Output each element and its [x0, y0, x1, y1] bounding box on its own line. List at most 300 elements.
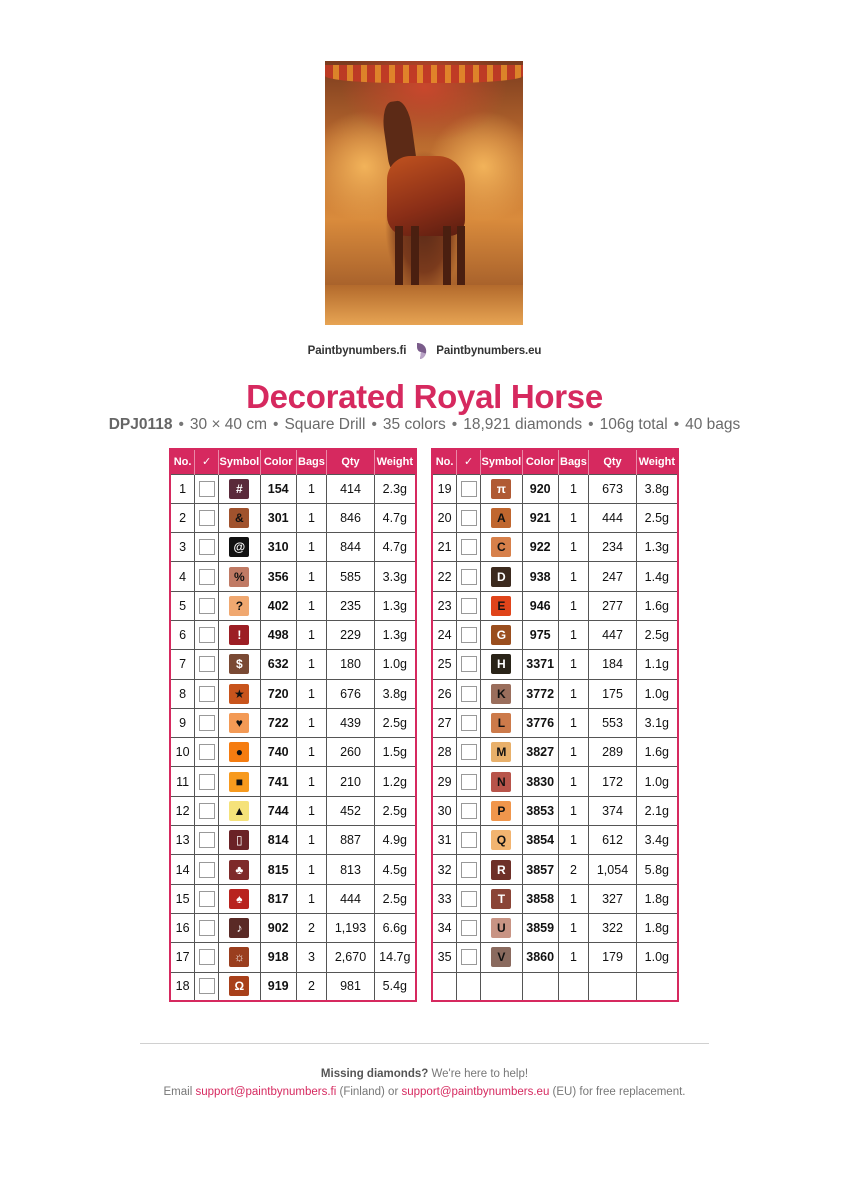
row-number: 9 [170, 708, 195, 737]
bag-count: 1 [296, 591, 327, 620]
color-symbol-icon: ▲ [229, 801, 249, 821]
meta-separator: • [451, 416, 458, 433]
bag-count: 1 [296, 474, 327, 503]
product-drill: Square Drill [284, 416, 366, 433]
color-code: 3830 [522, 767, 558, 796]
color-code: 3776 [522, 708, 558, 737]
table-row [432, 855, 678, 884]
color-symbol-icon: % [229, 567, 249, 587]
check-cell [457, 650, 481, 679]
row-number: 6 [170, 620, 195, 649]
bag-count: 1 [558, 591, 589, 620]
color-symbol-icon: ☼ [229, 947, 249, 967]
quantity: 447 [589, 620, 636, 649]
table-row [432, 708, 678, 737]
color-symbol-icon: D [491, 567, 511, 587]
symbol-cell [480, 855, 522, 884]
color-symbol-icon: ♪ [229, 918, 249, 938]
color-symbol-icon: T [491, 889, 511, 909]
color-code: 938 [522, 562, 558, 591]
weight: 1.2g [374, 767, 416, 796]
checkbox[interactable] [199, 481, 215, 497]
product-weight: 106g total [599, 416, 668, 433]
color-code: 975 [522, 620, 558, 649]
symbol-cell [218, 913, 260, 942]
table-row [432, 562, 678, 591]
quantity: 444 [589, 503, 636, 532]
weight: 5.8g [636, 855, 678, 884]
check-cell [457, 738, 481, 767]
quantity: 234 [589, 533, 636, 562]
bag-count: 1 [558, 943, 589, 972]
checkbox[interactable] [199, 949, 215, 965]
row-number: 21 [432, 533, 457, 562]
product-bags: 40 bags [685, 416, 741, 433]
quantity: 1,193 [327, 913, 374, 942]
color-code: 3858 [522, 884, 558, 913]
table-row [432, 767, 678, 796]
footer-email-prefix: Email [163, 1086, 193, 1098]
table-row [170, 913, 416, 942]
header-check: ✓ [457, 449, 481, 474]
checkbox[interactable] [461, 832, 477, 848]
checkbox[interactable] [199, 656, 215, 672]
checkbox[interactable] [461, 949, 477, 965]
brand-logo-icon [414, 342, 428, 360]
color-code: 356 [260, 562, 296, 591]
check-cell [195, 738, 219, 767]
color-code: 3772 [522, 679, 558, 708]
bag-count: 1 [558, 620, 589, 649]
checkbox[interactable] [199, 715, 215, 731]
table-row [432, 884, 678, 913]
symbol-cell [218, 620, 260, 649]
checkbox[interactable] [461, 744, 477, 760]
bag-count: 2 [296, 913, 327, 942]
color-code: 920 [522, 474, 558, 503]
symbol-cell [218, 738, 260, 767]
product-meta [0, 416, 849, 434]
row-number: 20 [432, 503, 457, 532]
check-cell [195, 943, 219, 972]
bag-count: 1 [558, 474, 589, 503]
header-symbol: Symbol [480, 449, 522, 474]
color-code: 814 [260, 826, 296, 855]
color-code: 817 [260, 884, 296, 913]
checkbox[interactable] [461, 539, 477, 555]
row-number: 8 [170, 679, 195, 708]
quantity: 2,670 [327, 943, 374, 972]
checkbox[interactable] [461, 920, 477, 936]
color-symbol-icon: P [491, 801, 511, 821]
row-number: 13 [170, 826, 195, 855]
color-symbol-icon: & [229, 508, 249, 528]
color-symbol-icon: ? [229, 596, 249, 616]
row-number: 34 [432, 913, 457, 942]
quantity: 439 [327, 708, 374, 737]
artwork-preview-image [325, 61, 523, 325]
weight: 3.8g [374, 679, 416, 708]
quantity: 676 [327, 679, 374, 708]
symbol-cell [218, 796, 260, 825]
checkbox[interactable] [199, 510, 215, 526]
weight: 3.8g [636, 474, 678, 503]
quantity: 172 [589, 767, 636, 796]
footer-help-line [0, 1068, 849, 1080]
weight: 1.3g [374, 620, 416, 649]
table-row [170, 972, 416, 1001]
brand-row [0, 341, 849, 361]
bag-count: 1 [296, 796, 327, 825]
quantity: 553 [589, 708, 636, 737]
weight: 2.5g [636, 503, 678, 532]
checkbox[interactable] [199, 598, 215, 614]
checkbox[interactable] [199, 686, 215, 702]
check-cell [457, 913, 481, 942]
weight: 2.3g [374, 474, 416, 503]
row-number: 31 [432, 826, 457, 855]
table-row [432, 620, 678, 649]
weight: 1.6g [636, 738, 678, 767]
bag-count: 1 [296, 738, 327, 767]
check-cell [195, 913, 219, 942]
table-row [432, 591, 678, 620]
symbol-cell [218, 826, 260, 855]
symbol-cell [480, 679, 522, 708]
check-cell [457, 855, 481, 884]
table-row [432, 738, 678, 767]
table-row [432, 972, 678, 1001]
checkbox[interactable] [461, 569, 477, 585]
weight: 4.7g [374, 503, 416, 532]
symbol-cell [480, 503, 522, 532]
color-legend-table-left [169, 448, 417, 1002]
table-row [170, 826, 416, 855]
color-symbol-icon: @ [229, 537, 249, 557]
checkbox[interactable] [199, 920, 215, 936]
empty-cell [457, 972, 481, 1001]
symbol-cell [480, 562, 522, 591]
quantity: 327 [589, 884, 636, 913]
quantity: 673 [589, 474, 636, 503]
check-cell [195, 650, 219, 679]
check-cell [457, 679, 481, 708]
check-cell [195, 620, 219, 649]
symbol-cell [218, 533, 260, 562]
check-cell [195, 826, 219, 855]
color-symbol-icon: ! [229, 625, 249, 645]
symbol-cell [218, 884, 260, 913]
weight: 3.1g [636, 708, 678, 737]
color-symbol-icon: ■ [229, 772, 249, 792]
quantity: 210 [327, 767, 374, 796]
row-number: 30 [432, 796, 457, 825]
quantity: 184 [589, 650, 636, 679]
bag-count: 1 [296, 708, 327, 737]
check-cell [457, 503, 481, 532]
color-code: 498 [260, 620, 296, 649]
bag-count: 1 [296, 767, 327, 796]
table-row [170, 679, 416, 708]
check-cell [195, 708, 219, 737]
check-cell [457, 884, 481, 913]
table-row [170, 620, 416, 649]
email-link-fi[interactable]: support@paintbynumbers.fi [195, 1086, 337, 1098]
header-qty: Qty [327, 449, 374, 474]
check-cell [457, 767, 481, 796]
check-cell [195, 855, 219, 884]
check-cell [457, 533, 481, 562]
empty-cell [522, 972, 558, 1001]
header-qty: Qty [589, 449, 636, 474]
header-symbol: Symbol [218, 449, 260, 474]
color-symbol-icon: $ [229, 654, 249, 674]
color-code: 815 [260, 855, 296, 884]
quantity: 444 [327, 884, 374, 913]
weight: 1.4g [636, 562, 678, 591]
brand-eu: Paintbynumbers.eu [436, 345, 542, 357]
color-symbol-icon: E [491, 596, 511, 616]
quantity: 260 [327, 738, 374, 767]
color-code: 3860 [522, 943, 558, 972]
quantity: 229 [327, 620, 374, 649]
symbol-cell [480, 796, 522, 825]
quantity: 887 [327, 826, 374, 855]
header-check: ✓ [195, 449, 219, 474]
row-number: 14 [170, 855, 195, 884]
quantity: 374 [589, 796, 636, 825]
checkbox[interactable] [199, 803, 215, 819]
color-legend-table-right [431, 448, 679, 1002]
email-link-eu[interactable]: support@paintbynumbers.eu [401, 1086, 550, 1098]
bag-count: 1 [558, 767, 589, 796]
header-color: Color [522, 449, 558, 474]
symbol-cell [480, 884, 522, 913]
bag-count: 1 [558, 826, 589, 855]
table-row [432, 913, 678, 942]
weight: 2.5g [374, 796, 416, 825]
checkbox[interactable] [461, 715, 477, 731]
table-row [170, 562, 416, 591]
symbol-cell [480, 826, 522, 855]
checkbox[interactable] [461, 891, 477, 907]
table-row [432, 650, 678, 679]
color-symbol-icon: ♣ [229, 860, 249, 880]
color-code: 3827 [522, 738, 558, 767]
checkbox[interactable] [199, 891, 215, 907]
header-color: Color [260, 449, 296, 474]
weight: 14.7g [374, 943, 416, 972]
symbol-cell [480, 474, 522, 503]
color-code: 902 [260, 913, 296, 942]
color-code: 301 [260, 503, 296, 532]
checkbox[interactable] [461, 656, 477, 672]
checkbox[interactable] [199, 627, 215, 643]
row-number: 16 [170, 913, 195, 942]
quantity: 1,054 [589, 855, 636, 884]
bag-count: 1 [296, 650, 327, 679]
weight: 2.5g [374, 708, 416, 737]
check-cell [195, 972, 219, 1001]
checkbox[interactable] [461, 686, 477, 702]
color-symbol-icon: Ω [229, 976, 249, 996]
bag-count: 1 [558, 913, 589, 942]
bag-count: 1 [296, 533, 327, 562]
color-code: 722 [260, 708, 296, 737]
bag-count: 1 [296, 826, 327, 855]
quantity: 235 [327, 591, 374, 620]
checkbox[interactable] [199, 539, 215, 555]
quantity: 844 [327, 533, 374, 562]
color-code: 3853 [522, 796, 558, 825]
checkbox[interactable] [461, 774, 477, 790]
color-code: 918 [260, 943, 296, 972]
weight: 2.1g [636, 796, 678, 825]
meta-separator: • [273, 416, 279, 433]
header-weight: Weight [636, 449, 678, 474]
check-cell [457, 474, 481, 503]
quantity: 612 [589, 826, 636, 855]
symbol-cell [218, 708, 260, 737]
symbol-cell [218, 943, 260, 972]
header-bags: Bags [558, 449, 589, 474]
color-symbol-icon: ♠ [229, 889, 249, 909]
weight: 1.8g [636, 913, 678, 942]
quantity: 277 [589, 591, 636, 620]
check-cell [195, 796, 219, 825]
row-number: 10 [170, 738, 195, 767]
row-number: 25 [432, 650, 457, 679]
bag-count: 3 [296, 943, 327, 972]
color-symbol-icon: ● [229, 742, 249, 762]
checkbox[interactable] [461, 803, 477, 819]
check-cell [457, 943, 481, 972]
symbol-cell [218, 855, 260, 884]
checkbox[interactable] [199, 744, 215, 760]
page-title: Decorated Royal Horse [246, 378, 603, 415]
weight: 1.6g [636, 591, 678, 620]
checkbox[interactable] [199, 569, 215, 585]
color-code: 744 [260, 796, 296, 825]
color-symbol-icon: H [491, 654, 511, 674]
weight: 6.6g [374, 913, 416, 942]
empty-cell [558, 972, 589, 1001]
color-symbol-icon: A [491, 508, 511, 528]
color-code: 922 [522, 533, 558, 562]
quantity: 452 [327, 796, 374, 825]
meta-separator: • [371, 416, 377, 433]
checkbox[interactable] [199, 978, 215, 994]
quantity: 175 [589, 679, 636, 708]
symbol-cell [480, 620, 522, 649]
brand-fi: Paintbynumbers.fi [307, 345, 407, 357]
footer-email-line [0, 1086, 849, 1098]
product-size: 30 × 40 cm [189, 416, 268, 433]
empty-cell [480, 972, 522, 1001]
bag-count: 2 [558, 855, 589, 884]
row-number: 12 [170, 796, 195, 825]
bag-count: 1 [558, 708, 589, 737]
row-number: 1 [170, 474, 195, 503]
row-number: 24 [432, 620, 457, 649]
check-cell [195, 474, 219, 503]
footer-eu-note: (EU) for free replacement. [552, 1086, 686, 1098]
weight: 1.1g [636, 650, 678, 679]
quantity: 180 [327, 650, 374, 679]
bag-count: 1 [558, 884, 589, 913]
color-code: 720 [260, 679, 296, 708]
checkbox[interactable] [199, 832, 215, 848]
symbol-cell [480, 943, 522, 972]
product-colors: 35 colors [382, 416, 446, 433]
color-symbol-icon: M [491, 742, 511, 762]
row-number: 2 [170, 503, 195, 532]
row-number: 33 [432, 884, 457, 913]
checkbox[interactable] [199, 774, 215, 790]
checkbox[interactable] [461, 627, 477, 643]
color-code: 154 [260, 474, 296, 503]
checkbox[interactable] [199, 862, 215, 878]
table-row [432, 474, 678, 503]
empty-cell [432, 972, 457, 1001]
quantity: 247 [589, 562, 636, 591]
bag-count: 1 [296, 503, 327, 532]
check-cell [195, 767, 219, 796]
row-number: 27 [432, 708, 457, 737]
quantity: 414 [327, 474, 374, 503]
bag-count: 1 [558, 533, 589, 562]
color-symbol-icon: π [491, 479, 511, 499]
quantity: 322 [589, 913, 636, 942]
weight: 3.4g [636, 826, 678, 855]
color-code: 740 [260, 738, 296, 767]
bag-count: 1 [558, 738, 589, 767]
weight: 2.5g [636, 620, 678, 649]
table-row [170, 796, 416, 825]
bag-count: 1 [296, 562, 327, 591]
check-cell [195, 533, 219, 562]
table-row [170, 533, 416, 562]
bag-count: 1 [558, 796, 589, 825]
header-bags: Bags [296, 449, 327, 474]
quantity: 289 [589, 738, 636, 767]
checkbox[interactable] [461, 862, 477, 878]
weight: 1.0g [636, 943, 678, 972]
row-number: 3 [170, 533, 195, 562]
color-code: 402 [260, 591, 296, 620]
checkbox[interactable] [461, 510, 477, 526]
table-row [170, 503, 416, 532]
check-cell [195, 884, 219, 913]
bag-count: 1 [296, 620, 327, 649]
color-symbol-icon: # [229, 479, 249, 499]
row-number: 15 [170, 884, 195, 913]
row-number: 7 [170, 650, 195, 679]
checkbox[interactable] [461, 598, 477, 614]
bag-count: 1 [558, 503, 589, 532]
color-symbol-icon: N [491, 772, 511, 792]
checkbox[interactable] [461, 481, 477, 497]
row-number: 35 [432, 943, 457, 972]
row-number: 11 [170, 767, 195, 796]
color-code: 3859 [522, 913, 558, 942]
color-code: 3371 [522, 650, 558, 679]
color-code: 921 [522, 503, 558, 532]
table-row [432, 533, 678, 562]
row-number: 29 [432, 767, 457, 796]
color-symbol-icon: C [491, 537, 511, 557]
table-row [170, 650, 416, 679]
